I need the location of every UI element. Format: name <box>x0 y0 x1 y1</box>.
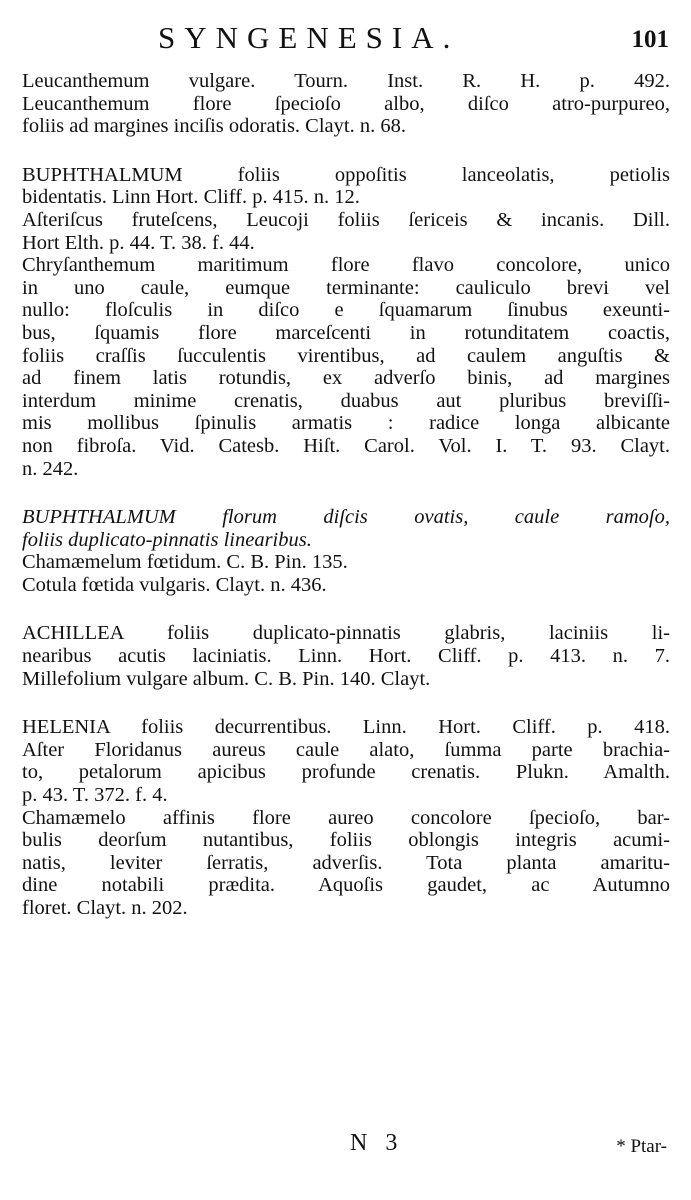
text-line: Leucanthemum vulgare. Tourn. Inst. R. H. p. 492. <box>22 70 670 92</box>
text-line: Millefolium vulgare album. C. B. Pin. 140. Clayt. <box>22 667 431 690</box>
signature-mark: N 3 <box>350 1130 404 1156</box>
running-title: SYNGENESIA. <box>158 20 460 55</box>
text-line: Chamæmelum fœtidum. C. B. Pin. 135. <box>22 551 348 574</box>
text-line: ad finem latis rotundis, ex adverſo binis, ad margines <box>22 367 670 390</box>
text-line: in uno caule, eumque terminante: cauliculo brevi vel <box>22 276 670 299</box>
text-line: Cotula fœtida vulgaris. Clayt. n. 436. <box>22 573 327 596</box>
catchword: * Ptar- <box>616 1136 667 1157</box>
text-line: Aſteriſcus fruteſcens, Leucoji foliis ſericeis & incanis. Dill. <box>22 208 670 231</box>
text-line: non fibroſa. Vid. Catesb. Hiſt. Carol. Vol. I. T. 93. Clayt. <box>22 434 670 457</box>
text-line: Leucanthemum flore ſpecioſo albo, diſco atro-purpureo, <box>22 92 670 115</box>
entry-helenia <box>22 716 670 919</box>
text-line: n. 242. <box>22 457 79 480</box>
text-line: HELENIA foliis decurrentibus. Linn. Hort. Cliff. p. 418. <box>22 716 670 739</box>
text-line: Hort Elth. p. 44. T. 38. f. 44. <box>22 231 255 254</box>
text-line: foliis duplicato-pinnatis linearibus. <box>22 528 312 551</box>
text-line: mis mollibus ſpinulis armatis : radice longa albicante <box>22 412 670 435</box>
text-line: interdum minime crenatis, duabus aut pluribus breviſſi- <box>22 389 670 412</box>
text-line: Chamæmelo affinis flore aureo concolore ſpecioſo, bar- <box>22 806 670 829</box>
text-line: ACHILLEA foliis duplicato-pinnatis glabris, laciniis li- <box>22 622 670 645</box>
text-line: natis, leviter ſerratis, adverſis. Tota planta amaritu- <box>22 851 670 874</box>
entry-achillea <box>22 622 670 690</box>
text-line: Aſter Floridanus aureus caule alato, ſumma parte brachia- <box>22 738 670 761</box>
text-line: bus, ſquamis flore marceſcenti in rotunditatem coactis, <box>22 321 670 344</box>
entry-leucanthemum <box>22 70 670 138</box>
text-line: nullo: floſculis in diſco e ſquamarum ſinubus exeunti- <box>22 299 670 322</box>
text-line: floret. Clayt. n. 202. <box>22 897 188 919</box>
text-line: bidentatis. Linn Hort. Cliff. p. 415. n. 12. <box>22 186 360 209</box>
entry-buphthalmum-ovatis <box>22 506 670 596</box>
page-header <box>0 18 691 58</box>
text-line: to, petalorum apicibus profunde crenatis. Plukn. Amalth. <box>22 761 670 784</box>
text-line: p. 43. T. 372. f. 4. <box>22 784 168 807</box>
text-line: foliis craſſis ſucculentis virentibus, ad caulem anguſtis & <box>22 344 670 367</box>
text-line: Chryſanthemum maritimum flore flavo concolore, unico <box>22 254 670 277</box>
text-line: foliis ad margines inciſis odoratis. Clayt. n. 68. <box>22 115 406 138</box>
text-line: dine notabili prædita. Aquoſis gaudet, ac Autumno <box>22 874 670 897</box>
text-line: nearibus acutis laciniatis. Linn. Hort. Cliff. p. 413. n. 7. <box>22 645 670 668</box>
text-line: BUPHTHALMUM foliis oppoſitis lanceolatis, petiolis <box>22 163 670 186</box>
text-line: BUPHTHALMUM florum diſcis ovatis, caule ramoſo, <box>22 506 670 529</box>
entry-buphthalmum-oppositis <box>22 164 670 480</box>
body-text <box>22 70 670 946</box>
page-footer <box>0 1130 691 1170</box>
page-number: 101 <box>631 26 669 53</box>
text-line: bulis deorſum nutantibus, foliis oblongis integris acumi- <box>22 829 670 852</box>
